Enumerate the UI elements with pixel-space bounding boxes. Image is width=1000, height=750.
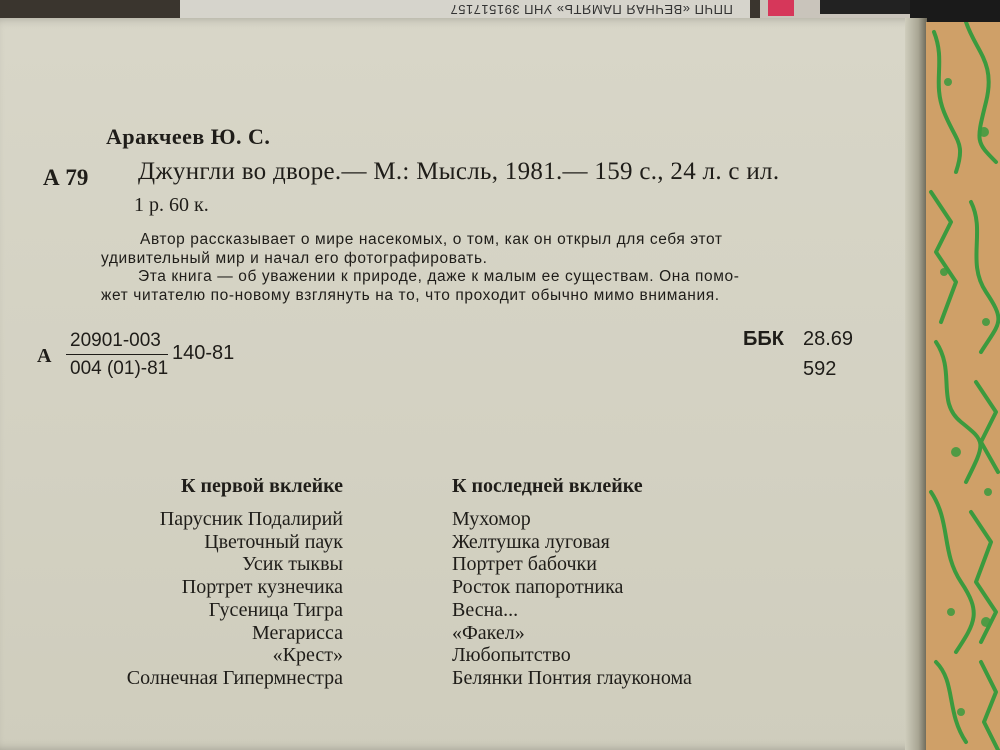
index-number: 140-81	[172, 342, 235, 364]
book-title-line: Джунгли во дворе.— М.: Мысль, 1981.— 159 с., 24 л. с ил.	[138, 158, 780, 185]
list-item: Желтушка луговая	[452, 530, 610, 553]
list-item: «Крест»	[272, 644, 343, 667]
list-item: «Факел»	[452, 621, 525, 644]
index-numerator: 20901-003	[70, 330, 161, 351]
book-page	[0, 18, 926, 750]
book-price: 1 р. 60 к.	[134, 194, 209, 216]
author-name: Аракчеев Ю. С.	[106, 124, 271, 149]
annotation-line: жет читателю по-новому взглянуть на то, что проходит обычно мимо внимания.	[101, 287, 720, 304]
leaf-pattern-graphic	[926, 22, 1000, 750]
index-letter: А	[37, 345, 52, 367]
catalog-code: А 79	[43, 165, 89, 190]
fraction-bar	[66, 354, 168, 355]
first-insert-list	[127, 508, 343, 690]
list-item: Усик тыквы	[242, 553, 343, 576]
list-item: Портрет бабочки	[452, 553, 597, 576]
bbk-label: ББК	[743, 328, 784, 350]
background-magazine-edge	[760, 0, 910, 20]
annotation-line: Автор рассказывает о мире насекомых, о том, как он открыл для себя этот	[140, 231, 723, 248]
bbk-number: 592	[803, 358, 837, 380]
bbk-code: 28.69	[803, 328, 854, 350]
list-item: Весна...	[452, 598, 519, 621]
last-insert-list	[452, 508, 692, 690]
list-item: Цветочный паук	[204, 530, 343, 553]
first-insert-heading: К первой вклейке	[180, 475, 343, 497]
list-item: Любопытство	[452, 644, 571, 667]
list-item: Росток папоротника	[452, 576, 624, 599]
page-edge-shadow	[905, 18, 927, 750]
mirrored-stamp-text: ППЧП «ВЕЧНАЯ ПАМЯТЬ» УНП 391517157	[450, 2, 733, 17]
list-item: Мухомор	[452, 508, 531, 530]
list-item: Парусник Подалирий	[159, 508, 343, 530]
list-item: Белянки Понтия глауконома	[452, 666, 692, 689]
list-item: Солнечная Гипермнестра	[126, 666, 343, 689]
annotation-line: удивительный мир и начал его фотографировать.	[101, 250, 488, 267]
book-cover-pattern	[926, 22, 1000, 750]
annotation-line: Эта книга — об уважении к природе, даже к малым ее существам. Она помо-	[138, 268, 740, 285]
list-item: Гусеница Тигра	[208, 598, 343, 621]
index-denominator: 004 (01)-81	[70, 358, 169, 379]
list-item: Портрет кузнечика	[181, 576, 343, 599]
list-item: Мегарисса	[251, 621, 343, 644]
last-insert-heading: К последней вклейке	[452, 475, 643, 497]
